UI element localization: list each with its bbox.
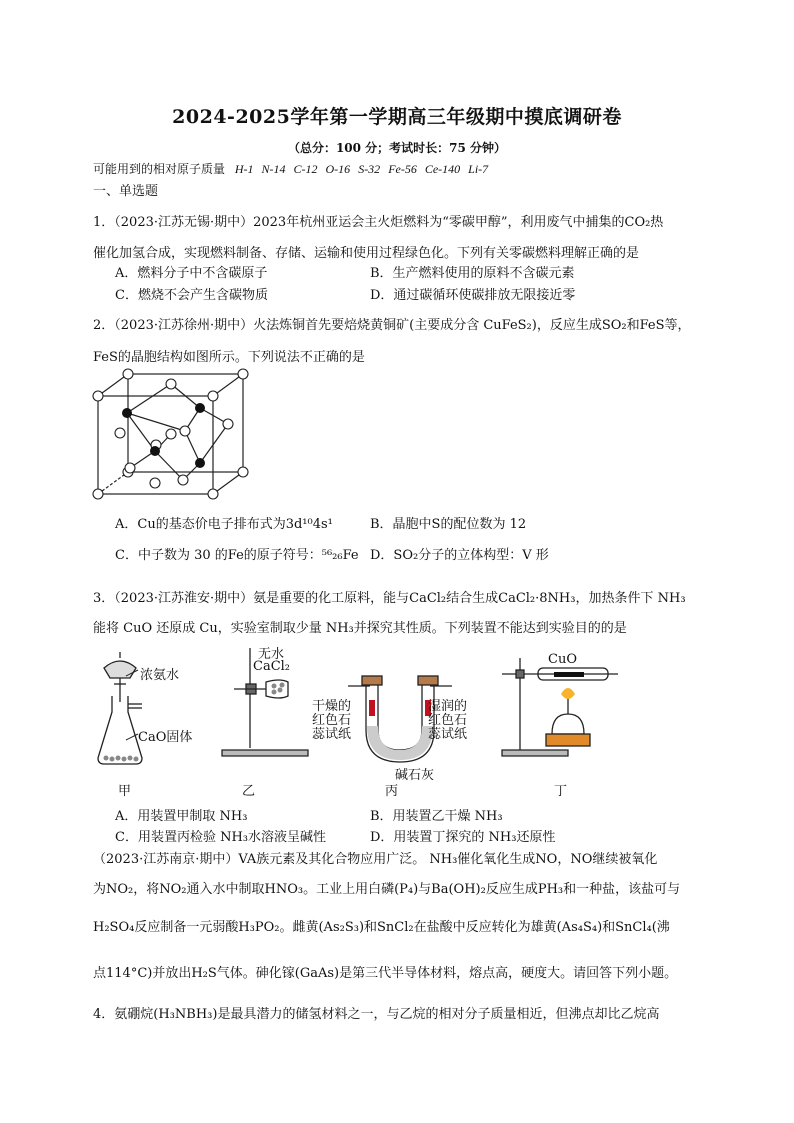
atomic-mass-item: Ce-140 [424, 162, 461, 176]
label-soda-lime: 碱石灰 [395, 768, 435, 783]
atomic-mass-item: H-1 [234, 162, 254, 176]
q2-option-d: D．SO₂分子的立体构型：V 形 [370, 548, 549, 563]
label-dry-1: 干燥的 [312, 699, 352, 714]
label-dry-paper [312, 700, 351, 742]
label-wet-3: 蕊试纸 [428, 727, 468, 742]
q1-option-b: B．生产燃料使用的原料不含碳元素 [370, 266, 575, 281]
q3-option-b: B．用装置乙干燥 NH₃ [370, 809, 503, 824]
caption-ding: 丁 [554, 784, 568, 799]
passage-line-1: （2023·江苏南京·期中）VA族元素及其化合物应用广泛。 NH₃催化氧化生成NO，NO继续被氧化 [93, 852, 658, 867]
q1-option-c: C．燃烧不会产生含碳物质 [115, 288, 268, 303]
q2-option-a: A．Cu的基态价电子排布式为3d¹⁰4s¹ [115, 517, 333, 532]
label-cuo: CuO [548, 652, 577, 667]
label-ammonia: 浓氨水 [140, 668, 180, 683]
atomic-mass-item: S-32 [358, 162, 381, 176]
q3-stem-2: 能将 CuO 还原成 Cu，实验室制取少量 NH₃并探究其性质。下列装置不能达到实验目的的是 [93, 621, 627, 636]
atomic-mass-item: Fe-56 [388, 162, 417, 176]
passage-line-2: 为NO₂，将NO₂通入水中制取HNO₃。工业上用白磷(P₄)与Ba(OH)₂反应生成PH₃和一种盐，该盐可与 [93, 882, 681, 897]
caption-yi: 乙 [242, 784, 256, 799]
label-dry-3: 蕊试纸 [312, 727, 352, 742]
atomic-mass-item: C-12 [293, 162, 318, 176]
atomic-masses-label: 可能用到的相对原子质量 [93, 162, 226, 176]
q1-option-d: D．通过碳循环使碳排放无限接近零 [370, 288, 576, 303]
passage-line-4: 点114°C)并放出H₂S气体。砷化镓(GaAs)是第三代半导体材料，熔点高，硬度大。请回答下列小题。 [93, 966, 678, 981]
q1-stem-1: 1．（2023·江苏无锡·期中）2023年杭州亚运会主火炬燃料为“零碳甲醇”，利用废气中捕集的CO₂热 [93, 215, 664, 230]
page-title: 2024-2025学年第一学期高三年级期中摸底调研卷 [172, 106, 622, 128]
q3-option-c: C．用装置丙检验 NH₃水溶液呈碱性 [115, 830, 327, 845]
label-cao: CaO固体 [138, 730, 193, 745]
q2-option-c: C．中子数为 30 的Fe的原子符号：⁵⁶₂₆Fe [115, 548, 359, 563]
passage-line-3: H₂SO₄反应制备一元弱酸H₃PO₂。雌黄(As₂S₃)和SnCl₂在盐酸中反应转化为雄黄(As₄S₄)和SnCl₄(沸 [93, 920, 670, 935]
q3-stem-1: 3．（2023·江苏淮安·期中）氨是重要的化工原料，能与CaCl₂结合生成CaCl₂·8NH₃，加热条件下 NH₃ [93, 591, 686, 606]
caption-jia: 甲 [118, 784, 132, 799]
label-wet-1: 湿润的 [428, 699, 468, 714]
q3-option-d: D．用装置丁探究的 NH₃还原性 [370, 830, 556, 845]
atomic-masses [93, 160, 496, 177]
q1-stem-2: 催化加氢合成，实现燃料制备、存储、运输和使用过程绿色化。下列有关零碳燃料理解正确的是 [93, 246, 640, 261]
exam-info: （总分：100 分；考试时长：75 分钟） [287, 141, 507, 155]
apparatus-figure [90, 640, 700, 800]
q2-option-b: B．晶胞中S的配位数为 12 [370, 517, 527, 532]
q3-option-a: A．用装置甲制取 NH₃ [115, 809, 248, 824]
label-wet-2: 红色石 [428, 713, 468, 728]
label-wet-paper [428, 700, 467, 742]
atomic-mass-item: Li-7 [468, 162, 489, 176]
q1-option-a: A．燃料分子中不含碳原子 [115, 266, 268, 281]
apparatus-jia [90, 640, 200, 770]
q2-stem-2: FeS的晶胞结构如图所示。下列说法不正确的是 [93, 350, 365, 365]
label-anhydrous: 无水 [258, 647, 285, 662]
atomic-mass-item: N-14 [261, 162, 286, 176]
q2-stem-1: 2．（2023·江苏徐州·期中）火法炼铜首先要焙烧黄铜矿(主要成分含 CuFeS₂)，反应生成SO₂和FeS等， [93, 318, 691, 333]
q4-stem-1: 4．氨硼烷(H₃NBH₃)是最具潜力的储氢材料之一，与乙烷的相对分子质量相近，但沸点却比乙烷高 [93, 1007, 660, 1022]
atomic-mass-item: O-16 [325, 162, 351, 176]
fes-unit-cell-diagram [90, 368, 250, 503]
caption-bing: 丙 [385, 784, 399, 799]
label-cacl2: CaCl₂ [253, 659, 291, 674]
section-heading: 一、单选题 [93, 184, 159, 199]
label-dry-2: 红色石 [312, 713, 352, 728]
